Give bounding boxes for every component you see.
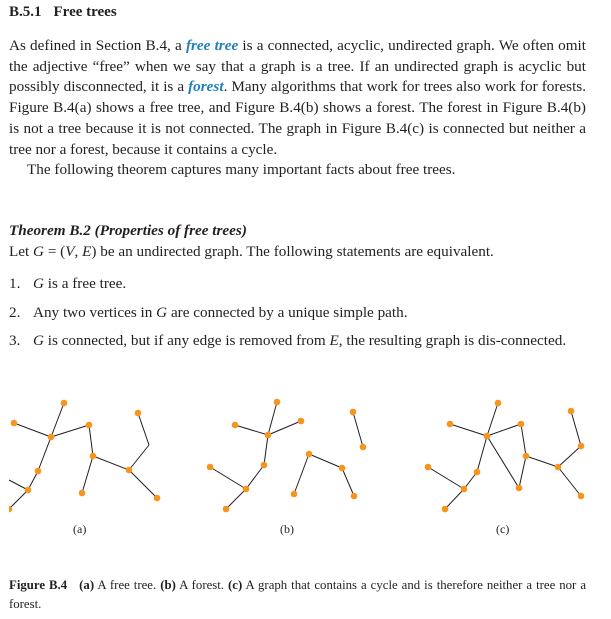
figure-b4 — [9, 390, 586, 540]
caption-label-c: (c) — [228, 578, 243, 592]
list-number: 3. — [9, 332, 21, 350]
edge — [521, 424, 526, 456]
vertex — [261, 462, 268, 469]
var-e: E — [82, 242, 92, 260]
section-title: Free trees — [53, 4, 117, 20]
vertex — [126, 467, 133, 474]
edge — [309, 454, 342, 468]
edge — [342, 468, 354, 496]
edge — [294, 454, 309, 494]
sublabel-b: (b) — [280, 522, 294, 536]
edge — [558, 446, 581, 467]
edge — [477, 436, 487, 472]
text-run: are connected by a unique simple path. — [167, 303, 408, 321]
var-g: G — [33, 332, 44, 350]
vertex — [442, 506, 449, 513]
text-run: ) be an undirected graph. The following statements are equivalent. — [91, 242, 494, 260]
edge — [82, 456, 93, 493]
sublabel-a: (a) — [73, 522, 87, 536]
vertex — [518, 421, 525, 428]
vertex — [265, 432, 272, 439]
vertex — [351, 493, 358, 500]
vertex — [223, 506, 230, 513]
term-forest: forest — [188, 78, 224, 96]
edge — [268, 402, 277, 435]
list-number: 1. — [9, 275, 21, 292]
text-run: Any two vertices in — [33, 303, 157, 321]
section-number: B.5.1 — [9, 4, 42, 20]
vertex — [339, 465, 346, 472]
edge — [519, 456, 526, 488]
list-item — [9, 331, 586, 352]
section-heading — [9, 4, 117, 21]
sublabel-c: (c) — [496, 522, 510, 536]
graph-b-forest — [207, 399, 367, 536]
text-run: = ( — [44, 242, 66, 260]
vertex — [425, 464, 432, 471]
graph-c-cycle — [425, 400, 585, 536]
edge — [129, 470, 157, 498]
caption-figure-label: Figure B.4 — [9, 578, 68, 592]
vertex — [232, 422, 239, 429]
edge — [89, 425, 93, 456]
vertex — [474, 469, 481, 476]
var-e: E — [329, 332, 339, 350]
vertex — [578, 493, 585, 500]
var-g: G — [33, 275, 44, 292]
var-g: G — [156, 303, 168, 321]
edge — [450, 424, 487, 436]
edge — [487, 403, 498, 436]
list-item — [9, 303, 586, 324]
vertex — [90, 453, 97, 460]
vertex — [154, 495, 161, 502]
text-run: . Many algorithms that work for trees also work for forests. Figure B.4(a) shows a free tree, and Figure B.4(b) shows a forest. The forest in Figure B.4(b) is not a tree because it is not connected. The graph in Figure B.4(c) is connected but neither a tree nor a forest, because it contains a cycle. — [9, 78, 586, 158]
text-run: is a connected, acyclic, undirected graph. We often omit the adjective “free” when we say that a graph is a tree. If an undirected graph is acyclic but possibly disconnected, it is a — [9, 37, 586, 96]
vertex — [516, 485, 523, 492]
vertex — [207, 464, 214, 471]
edge — [445, 489, 464, 509]
text-run: is connected, but if any edge is removed from — [43, 332, 330, 350]
vertex — [447, 421, 454, 428]
paragraph-1 — [9, 36, 586, 160]
vertex — [61, 400, 68, 407]
term-free-tree: free tree — [185, 37, 239, 54]
caption-text-b: A forest. — [175, 578, 228, 592]
vertex — [35, 468, 42, 475]
edge — [14, 423, 51, 437]
figure-caption — [9, 576, 586, 613]
edge — [138, 413, 149, 445]
vertex — [523, 453, 530, 460]
graph-a-free-tree — [9, 400, 160, 536]
edge — [246, 465, 264, 489]
caption-text-a: A free tree. — [94, 578, 161, 592]
vertex — [298, 418, 305, 425]
edge — [51, 425, 89, 437]
edge — [268, 421, 301, 435]
vertex — [306, 451, 313, 458]
edge — [571, 411, 581, 446]
vertex — [578, 443, 585, 450]
text-run: Let — [9, 242, 34, 260]
vertex — [484, 433, 491, 440]
list-item — [9, 274, 586, 295]
edge — [51, 403, 64, 437]
edge — [38, 437, 51, 471]
caption-label-b: (b) — [160, 578, 176, 592]
vertex — [135, 410, 142, 417]
text-run: is a free tree. — [43, 275, 127, 292]
vertex — [461, 486, 468, 493]
list-number: 2. — [9, 303, 21, 321]
intro-text — [9, 36, 586, 181]
edge — [93, 456, 129, 470]
edge — [487, 436, 519, 488]
paragraph-2: The following theorem captures many important facts about free trees. — [27, 161, 456, 179]
vertex — [243, 486, 250, 493]
text-run: , the resulting graph is dis-connected. — [338, 332, 567, 350]
edge — [226, 489, 246, 509]
edge — [526, 456, 558, 467]
edge — [428, 467, 464, 489]
text-run: , — [74, 242, 83, 260]
vertex — [360, 444, 367, 451]
vertex — [495, 400, 502, 407]
edge — [129, 445, 149, 470]
vertex — [350, 409, 357, 416]
edge — [9, 490, 28, 509]
theorem — [9, 221, 586, 262]
vertex — [291, 491, 298, 498]
vertex — [11, 420, 18, 427]
vertex — [79, 490, 86, 497]
caption-label-a: (a) — [79, 578, 95, 592]
edge — [235, 425, 268, 435]
var-g: G — [33, 242, 45, 260]
vertex — [86, 422, 93, 429]
edge — [210, 467, 246, 489]
var-v: V — [65, 242, 75, 260]
vertex — [555, 464, 562, 471]
edge — [353, 412, 363, 447]
edge — [487, 424, 521, 436]
vertex — [48, 434, 55, 441]
theorem-list — [9, 274, 586, 352]
edge — [558, 467, 581, 496]
vertex — [25, 487, 32, 494]
theorem-statement — [9, 242, 586, 263]
caption-text-c: A graph that contains a cycle and is therefore neither a tree nor a forest. — [9, 578, 586, 611]
vertex — [274, 399, 281, 406]
vertex — [568, 408, 575, 415]
text-run: As defined in Section B.4, a — [9, 37, 186, 54]
edge — [264, 435, 268, 465]
theorem-title: Theorem B.2 (Properties of free trees) — [9, 222, 247, 239]
